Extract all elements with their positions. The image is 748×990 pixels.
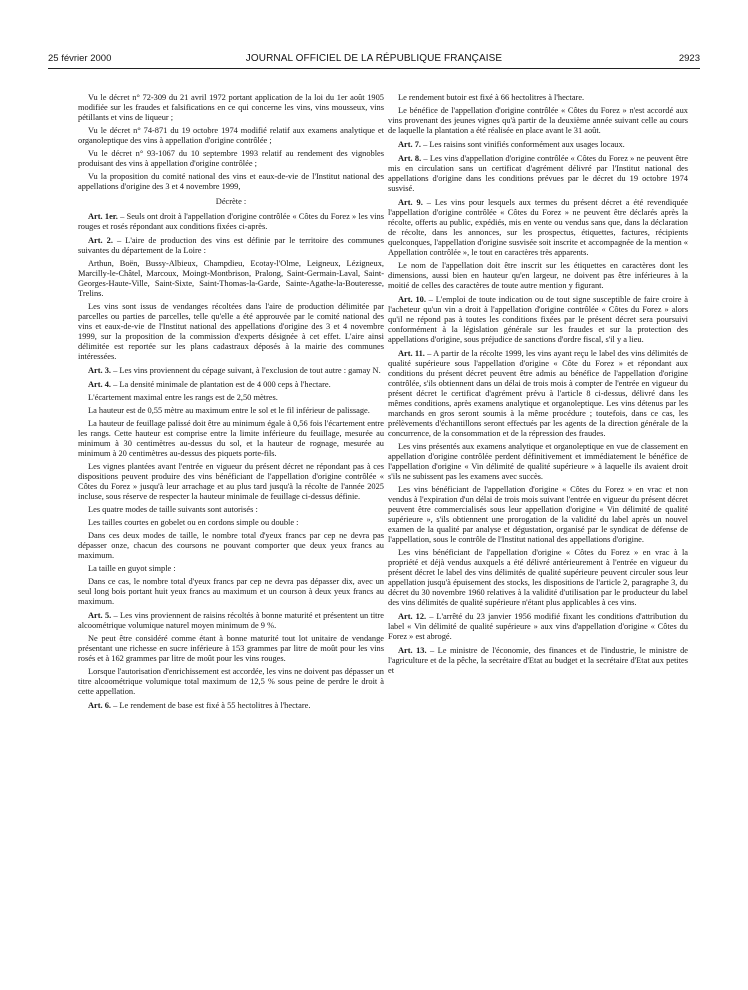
article-text: – L'aire de production des vins est définie par le territoire des communes suivantes du département de la Loire :: [78, 236, 384, 255]
article-label: Art. 4.: [88, 380, 112, 389]
article-paragraph: [78, 701, 384, 711]
text-paragraph: Le rendement butoir est fixé à 66 hectolitres à l'hectare.: [398, 93, 585, 102]
article-label: Art. 12.: [398, 612, 427, 621]
article-text: – A partir de la récolte 1999, les vins ayant reçu le label des vins délimités de qualité supérieure sous l'appellation d'origine « Côte du Forez » et répondant aux conditions du présent décret peuvent être admis au bénéfice de l'appellation d'origine contrôlée, s'ils obtiennent dans un délai de trois mois à compter de l'entrée en vigueur du présent décret le certificat d'agrément prévu à l'article 8 ci-dessus, délivré dans les mêmes conditions, après examens analytique et organoleptique. Les vins détenus par les marchands en gros seront soumis à la même procédure ; toutefois, dans ce cas, les prélèvements d'échantillons seront effectués par les agents de la direction générale de la concurrence, de la consommation et de la répression des fraudes.: [388, 349, 688, 438]
text-paragraph: Les vins sont issus de vendanges récoltées dans l'aire de production délimitée par parcelles ou parties de parcelles, telle qu'elle a été approuvée par le comité national des vins et eaux-de-vie de l'Institut national des appellations d'origine des 3 et 4 novembre 1999, sur la proposition de la commission d'experts désignée à cet effet. L'aire ainsi délimitée est reportée sur les plans cadastraux déposés à la mairie des communes intéressées.: [78, 302, 384, 361]
article-text: – L'arrêté du 23 janvier 1956 modifié fixant les conditions d'attribution du label « Vin délimité de qualité supérieure » aux vins d'appellation d'origine « Côtes du Forez » est abrogé.: [388, 612, 688, 641]
text-paragraph: Les quatre modes de taille suivants sont autorisés :: [88, 505, 258, 514]
article-label: Art. 1er.: [88, 212, 118, 221]
article-text: – Les vins proviennent de raisins récoltés à bonne maturité et présentent un titre alcoométrique volumique naturel moyen minimum de 9 %.: [78, 611, 384, 630]
article-paragraph: [388, 295, 688, 345]
article-paragraph: [78, 380, 384, 390]
text-paragraph: Ne peut être considéré comme étant à bonne maturité tout lot unitaire de vendange présentant une richesse en sucre inférieure à 153 grammes par litre de moût pour les vins rosés et à 162 grammes par litre de moût pour les vins rouges.: [78, 634, 384, 663]
article-paragraph: [388, 140, 688, 150]
header-page-number: 2923: [678, 53, 700, 64]
article-label: Art. 13.: [398, 646, 427, 655]
article-paragraph: [78, 611, 384, 631]
text-paragraph: Les vins bénéficiant de l'appellation d'origine « Côtes du Forez » en vrac à la propriété et déjà vendus auxquels a été délivré antérieurement à l'entrée en vigueur du présent décret le label des vins délimités de qualité supérieure peuvent circuler sous leur appellation jusqu'à épuisement des stocks, les dispositions de l'article 2, paragraphe 3, du décret du 30 novembre 1960 relatives à la validité d'utilisation par le producteur du label des vins délimités de qualité supérieure n'étant plus applicables à ces vins.: [388, 548, 688, 607]
article-text: – Les raisins sont vinifiés conformément aux usages locaux.: [421, 140, 625, 149]
text-paragraph: Les vins présentés aux examens analytique et organoleptique en vue de classement en appellation d'origine contrôlée perdent définitivement et immédiatement le bénéfice de l'appellation d'origine « Vin délimité de qualité supérieure » à laquelle ils avaient droit s'ils ne subissent pas les examens avec succès.: [388, 442, 688, 481]
header-date: 25 février 2000: [48, 53, 112, 64]
article-paragraph: [388, 612, 688, 642]
article-label: Art. 5.: [88, 611, 112, 620]
text-paragraph: L'écartement maximal entre les rangs est de 2,50 mètres.: [88, 393, 278, 402]
text-paragraph: La hauteur est de 0,55 mètre au maximum entre le sol et le fil inférieur de palissage.: [88, 406, 370, 415]
left-column: [78, 93, 384, 978]
text-paragraph: Vu le décret n° 93-1067 du 10 septembre 1993 relatif au rendement des vignobles produisant des vins à appellation d'origine contrôlée ;: [78, 149, 384, 168]
right-column: [388, 93, 688, 978]
article-label: Art. 7.: [398, 140, 422, 149]
text-paragraph: Le nom de l'appellation doit être inscrit sur les étiquettes en caractères dont les dimensions, aussi bien en hauteur qu'en largeur, ne doivent pas être inférieures à la moitié de celles des caractères de toute autre mention y figurant.: [388, 261, 688, 290]
article-label: Art. 6.: [88, 701, 112, 710]
article-paragraph: [388, 349, 688, 439]
article-paragraph: [78, 236, 384, 256]
article-label: Art. 11.: [398, 349, 425, 358]
text-paragraph: La hauteur de feuillage palissé doit être au minimum égale à 0,56 fois l'écartement entre les rangs. Cette hauteur est comprise entre la limite inférieure du feuillage, mesurée au minimum à 30 centimètres au-dessus du sol, et la hauteur de rognage, mesurée au minimum à 20 centimètres au-dessus des piquets porte-fils.: [78, 419, 384, 458]
article-label: Art. 3.: [88, 366, 112, 375]
article-text: – Les vins pour lesquels aux termes du présent décret a été revendiquée l'appellation d'origine contrôlée « Côtes du Forez » ne peuvent être déclarés après la récolte, offerts au public, expédiés, mis en vente ou vendus sans que, dans la déclaration de récolte, dans les annonces, sur les prospectus, étiquettes, factures, récipients quelconques, l'appellation d'origine susvisée soit inscrite et accompagnée de la mention « Appellation contrôlée », le tout en caractères très apparents.: [388, 198, 688, 257]
article-text: – Les vins d'appellation d'origine contrôlée « Côtes du Forez » ne peuvent être mis en circulation sans un certificat d'agrément délivré par l'Institut national des appellations d'origine dans les conditions prévues par le décret du 19 octobre 1974 susvisé.: [388, 154, 688, 193]
text-paragraph: Vu le décret n° 74-871 du 19 octobre 1974 modifié relatif aux examens analytique et organoleptique des vins à appellation d'origine contrôlée ;: [78, 126, 384, 145]
article-text: – Les vins proviennent du cépage suivant, à l'exclusion de tout autre : gamay N.: [111, 366, 381, 375]
page-header: [48, 52, 700, 66]
text-paragraph: Le bénéfice de l'appellation d'origine contrôlée « Côtes du Forez » n'est accordé aux vins provenant des jeunes vignes qu'à partir de la deuxième année suivant celle au cours de laquelle la plantation a été réalisée en place avant le 31 août.: [388, 106, 688, 135]
article-paragraph: [388, 154, 688, 194]
article-paragraph: [388, 646, 688, 676]
article-label: Art. 10.: [398, 295, 426, 304]
article-paragraph: [78, 366, 384, 376]
text-paragraph: Vu la proposition du comité national des vins et eaux-de-vie de l'Institut national des appellations d'origine des 3 et 4 novembre 1999,: [78, 172, 384, 191]
article-paragraph: [388, 198, 688, 258]
article-text: – Le ministre de l'économie, des finances et de l'industrie, le ministre de l'agriculture et de la pêche, la secrétaire d'Etat au budget et la secrétaire d'Etat aux petites et: [388, 646, 688, 675]
header-title: JOURNAL OFFICIEL DE LA RÉPUBLIQUE FRANÇAISE: [245, 53, 503, 64]
article-label: Art. 9.: [398, 198, 423, 207]
article-label: Art. 8.: [398, 154, 422, 163]
text-paragraph: Les vins bénéficiant de l'appellation d'origine « Côtes du Forez » en vrac et non vendus à l'expiration d'un délai de trois mois suivant l'entrée en vigueur du présent décret peuvent être commercialisés sous leur appellation d'origine « Vin délimité de qualité supérieure », s'ils obtiennent une prorogation de la validité du label après un nouvel examen de la qualité par analyse et dégustation, organisé par le syndicat de défense de l'appellation, sous le contrôle de l'Institut national des appellations d'origine.: [388, 485, 688, 544]
article-text: – L'emploi de toute indication ou de tout signe susceptible de faire croire à l'acheteur qu'un vin a droit à l'appellation d'origine contrôlée « Côtes du Forez » alors qu'il ne répond pas à toutes les conditions fixées par le présent décret sera poursuivi conformément à la législation générale sur les fraudes et sur la protection des appellations d'origine, sous préjudice de sanctions d'ordre fiscal, s'il y a lieu.: [388, 295, 688, 344]
text-paragraph: Les tailles courtes en gobelet ou en cordons simple ou double :: [88, 518, 299, 527]
text-paragraph: Dans ces deux modes de taille, le nombre total d'yeux francs par cep ne devra pas dépasser onze, chacun des coursons ne pouvant comporter que deux yeux francs au maximum.: [78, 531, 384, 560]
article-label: Art. 2.: [88, 236, 113, 245]
article-paragraph: [78, 212, 384, 232]
text-paragraph: Les vignes plantées avant l'entrée en vigueur du présent décret ne répondant pas à ces dispositions peuvent produire des vins bénéficiant de l'appellation d'origine contrôlée « Côtes du Forez » jusqu'à leur arrachage et au plus tard jusqu'à la récolte de l'année 2025 incluse, sous réserve de respecter la hauteur minimale de feuillage ci-dessus définie.: [78, 462, 384, 501]
text-paragraph: Lorsque l'autorisation d'enrichissement est accordée, les vins ne doivent pas dépasser un titre alcoométrique volumique total maximum de 12,5 % sous peine de perdre le droit à cette appellation.: [78, 667, 384, 696]
text-paragraph: La taille en guyot simple :: [88, 564, 176, 573]
text-paragraph: Vu le décret n° 72-309 du 21 avril 1972 portant application de la loi du 1er août 1905 modifiée sur les fraudes et falsifications en ce qui concerne les vins, vins mousseux, vins pétillants et vins de liqueur ;: [78, 93, 384, 122]
decree-heading: Décrète :: [215, 197, 247, 206]
header-rule: [48, 68, 700, 69]
text-paragraph: Arthun, Boën, Bussy-Albieux, Champdieu, Ecotay-l'Olme, Leigneux, Lézigneux, Marcilly-le-Châtel, Marcoux, Moingt-Montbrison, Pralong, Saint-Germain-Laval, Saint-Georges-Haute-Ville, Saint-Sixte, Saint-Thomas-la-Garde, Sainte-Agathe-la-Bouteresse, Trelins.: [78, 259, 384, 298]
article-text: – Seuls ont droit à l'appellation d'origine contrôlée « Côtes du Forez » les vins rouges et rosés répondant aux conditions fixées ci-après.: [78, 212, 384, 231]
text-paragraph: Dans ce cas, le nombre total d'yeux francs par cep ne devra pas dépasser dix, avec un seul long bois portant huit yeux francs au maximum et un courson à deux yeux francs au maximum.: [78, 577, 384, 606]
article-text: – La densité minimale de plantation est de 4 000 ceps à l'hectare.: [111, 380, 331, 389]
article-text: – Le rendement de base est fixé à 55 hectolitres à l'hectare.: [111, 701, 311, 710]
